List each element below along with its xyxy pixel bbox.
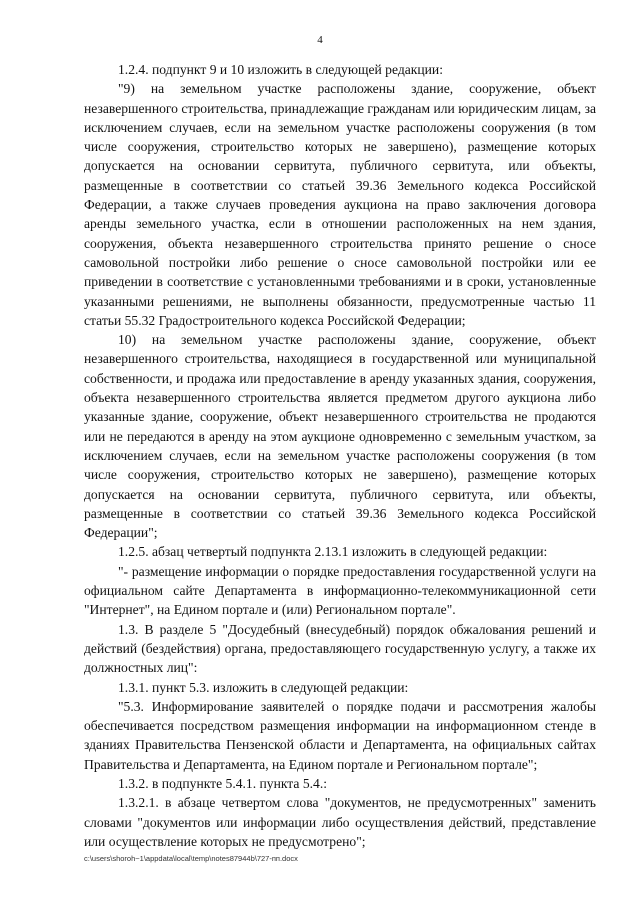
- paragraph-1-3: 1.3. В разделе 5 "Досудебный (внесудебный) порядок обжалования решений и действий (бездействия) органа, предоставляющего государственную услугу, а также их должностных лиц":: [84, 621, 596, 676]
- footer-file-path: c:\users\shoroh~1\appdata\local\temp\notes87944b\727-пп.docx: [84, 854, 298, 863]
- paragraph-item-10: 10) на земельном участке расположены здание, сооружение, объект незавершенного строительства, находящиеся в государственной или муниципальной собственности, и продажа или предоставление в аренду указанных здания, сооружения, объекта незавершенного строительства является предметом другого аукциона либо указанные здание, сооружение, объект незавершенного строительства не продаются или не передаются в аренду на этом аукционе одновременно с земельным участком, за исключением случаев, если на земельном участке расположены сооружения (в том числе сооружения, строительство которых не завершено), размещение которых допускается на основании сервитута, публичного сервитута, или объекты, размещенные в соответствии со статьей 39.36 Земельного кодекса Российской Федерации";: [84, 332, 596, 541]
- paragraph-1-2-5: 1.2.5. абзац четвертый подпункта 2.13.1 изложить в следующей редакции:: [118, 544, 548, 560]
- page-number: 4: [317, 34, 323, 46]
- paragraph-item-9: "9) на земельном участке расположены здание, сооружение, объект незавершенного строительства, принадлежащие гражданам или юридическим лицам, за исключением случаев, если на земельном участке расположены сооружения (в том числе сооружения, строительство которых не завершено), размещение которых допускается на основании сервитута, публичного сервитута, или объекты, размещенные в соответствии со статьей 39.36 Земельного кодекса Российской Федерации, а также случаев проведения аукциона на право заключения договора аренды земельного участка, если в отношении расположенных на нем здания, сооружения, объекта незавершенного строительства принято решение о сносе самовольной постройки либо решение о сносе самовольной постройки или ее приведении в соответствие с установленными требованиями и в сроки, установленные указанными решениями, не выполнены обязанности, предусмотренные частью 11 статьи 55.32 Градостроительного кодекса Российской Федерации;: [84, 81, 596, 328]
- document-body: [84, 60, 596, 851]
- paragraph-info-placement: "- размещение информации о порядке предоставления государственной услуги на официальном сайте Департамента в информационно-телекоммуникационной сети "Интернет", на Едином портале и (или) Региональном портале".: [84, 563, 596, 618]
- paragraph-1-3-2-1: 1.3.2.1. в абзаце четвертом слова "документов, не предусмотренных" заменить словами "документов или информации либо осуществления действий, представление или осуществление которых не предусмотрено";: [84, 795, 596, 849]
- paragraph-1-3-2: 1.3.2. в подпункте 5.4.1. пункта 5.4.:: [118, 775, 328, 791]
- paragraph-1-2-4: 1.2.4. подпункт 9 и 10 изложить в следующей редакции:: [118, 62, 443, 77]
- paragraph-5-3: "5.3. Информирование заявителей о порядке подачи и рассмотрения жалобы обеспечивается посредством размещения информации на информационном стенде в зданиях Правительства Пензенской области и Департамента, на официальных сайтах Правительства и Департамента, на Едином портале и Региональном портале";: [84, 698, 596, 772]
- paragraph-1-3-1: 1.3.1. пункт 5.3. изложить в следующей редакции:: [118, 679, 409, 695]
